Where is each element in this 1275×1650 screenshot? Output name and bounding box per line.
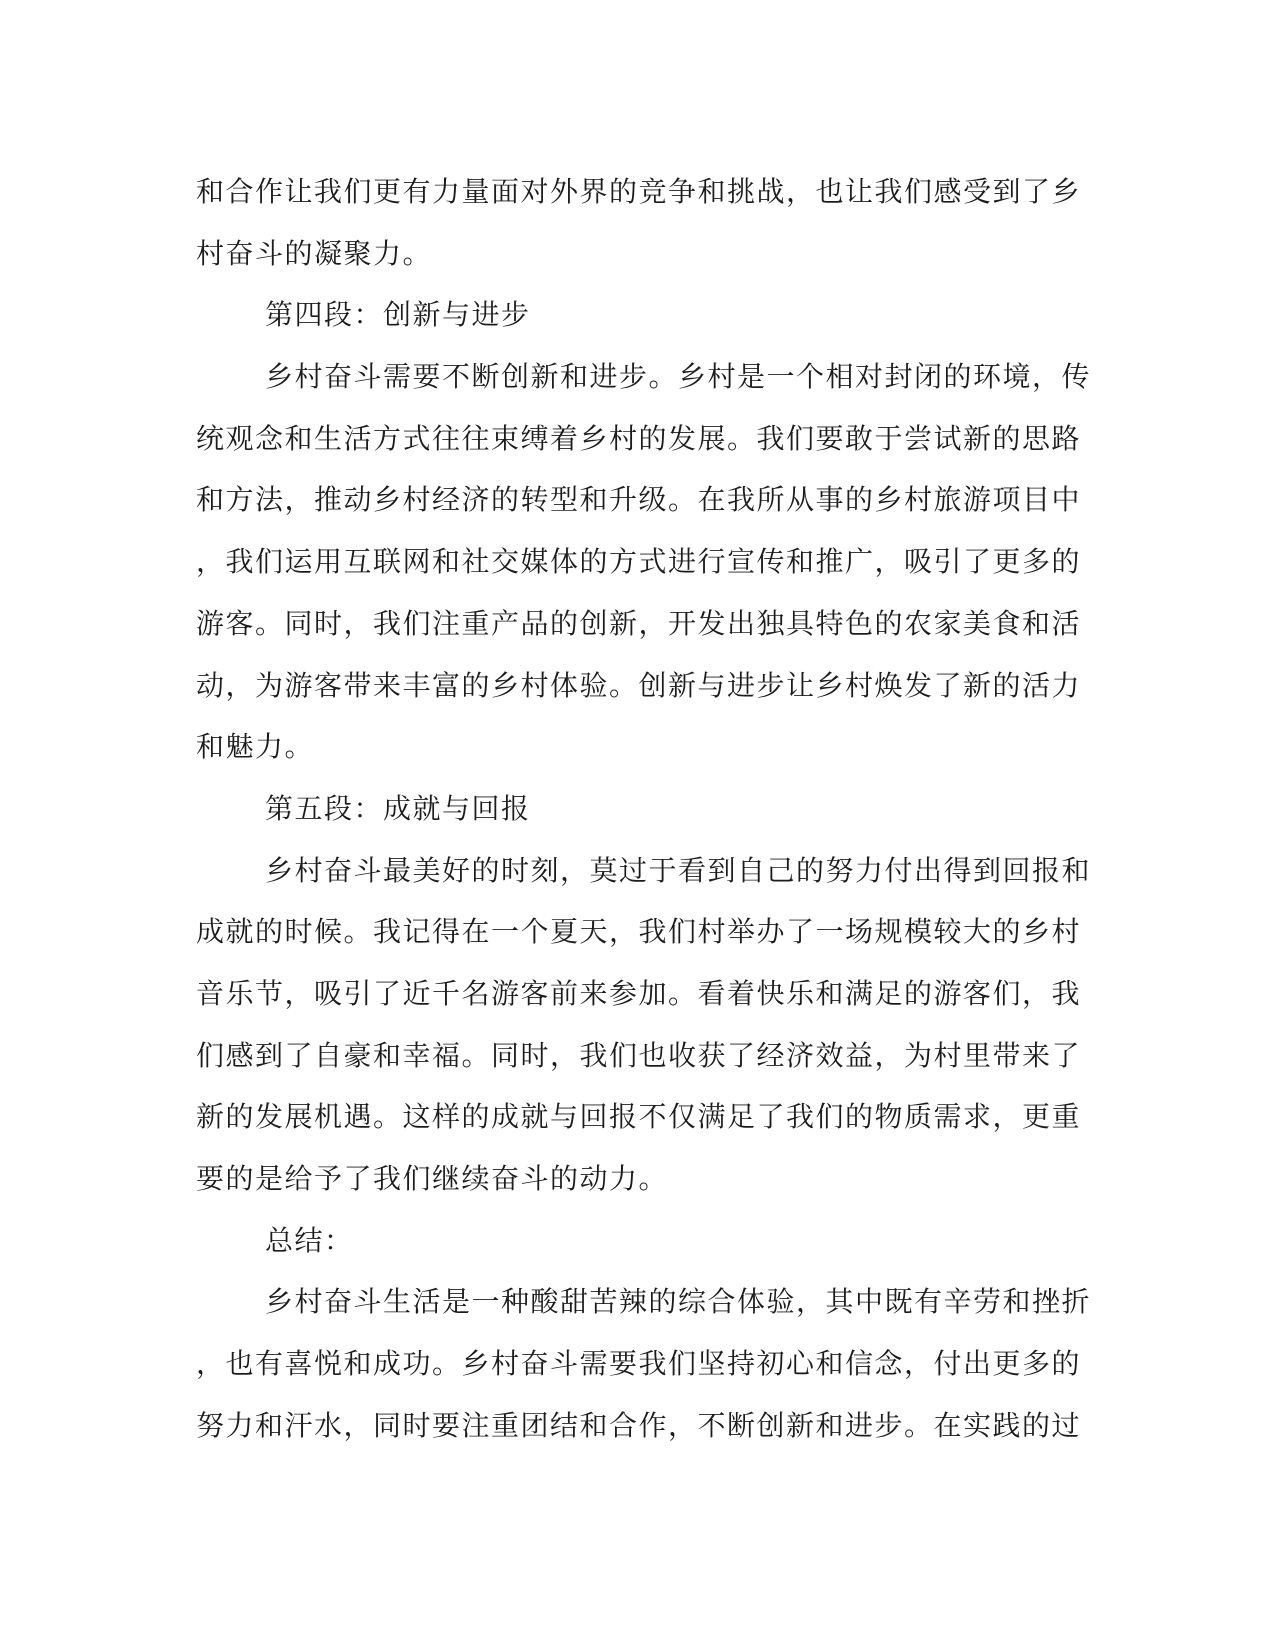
document-line: 努力和汗水，同时要注重团结和合作，不断创新和进步。在实践的过 [196, 1410, 1082, 1442]
document-line: ，也有喜悦和成功。乡村奋斗需要我们坚持初心和信念，付出更多的 [196, 1349, 1082, 1381]
document-line: 成就的时候。我记得在一个夏天，我们村举办了一场规模较大的乡村 [196, 917, 1082, 949]
document-line: 和魅力。 [196, 732, 315, 764]
document-line: 乡村奋斗生活是一种酸甜苦辣的综合体验，其中既有辛劳和挫折 [265, 1287, 1092, 1319]
document-line: 总结： [265, 1225, 354, 1257]
document-line: 乡村奋斗最美好的时刻，莫过于看到自己的努力付出得到回报和 [265, 855, 1092, 887]
document-line: 统观念和生活方式往往束缚着乡村的发展。我们要敢于尝试新的思路 [196, 423, 1082, 455]
document-line: 动，为游客带来丰富的乡村体验。创新与进步让乡村焕发了新的活力 [196, 670, 1082, 702]
document-line: 要的是给予了我们继续奋斗的动力。 [196, 1164, 669, 1195]
document-line: 第四段：创新与进步 [265, 300, 531, 332]
document-line: 乡村奋斗需要不断创新和进步。乡村是一个相对封闭的环境，传 [265, 362, 1092, 394]
document-line: 游客。同时，我们注重产品的创新，开发出独具特色的农家美食和活 [196, 608, 1082, 640]
document-line: 第五段：成就与回报 [265, 793, 531, 825]
document-line: 村奋斗的凝聚力。 [196, 238, 433, 270]
document-line: 新的发展机遇。这样的成就与回报不仅满足了我们的物质需求，更重 [196, 1102, 1082, 1134]
document-line: 和合作让我们更有力量面对外界的竞争和挑战，也让我们感受到了乡 [196, 177, 1082, 208]
document-text-block [196, 162, 1091, 1457]
document-line: ，我们运用互联网和社交媒体的方式进行宣传和推广，吸引了更多的 [196, 547, 1082, 579]
document-line: 们感到了自豪和幸福。同时，我们也收获了经济效益，为村里带来了 [196, 1040, 1082, 1072]
document-line: 音乐节，吸引了近千名游客前来参加。看着快乐和满足的游客们，我 [196, 978, 1082, 1010]
document-line: 和方法，推动乡村经济的转型和升级。在我所从事的乡村旅游项目中 [196, 485, 1082, 517]
